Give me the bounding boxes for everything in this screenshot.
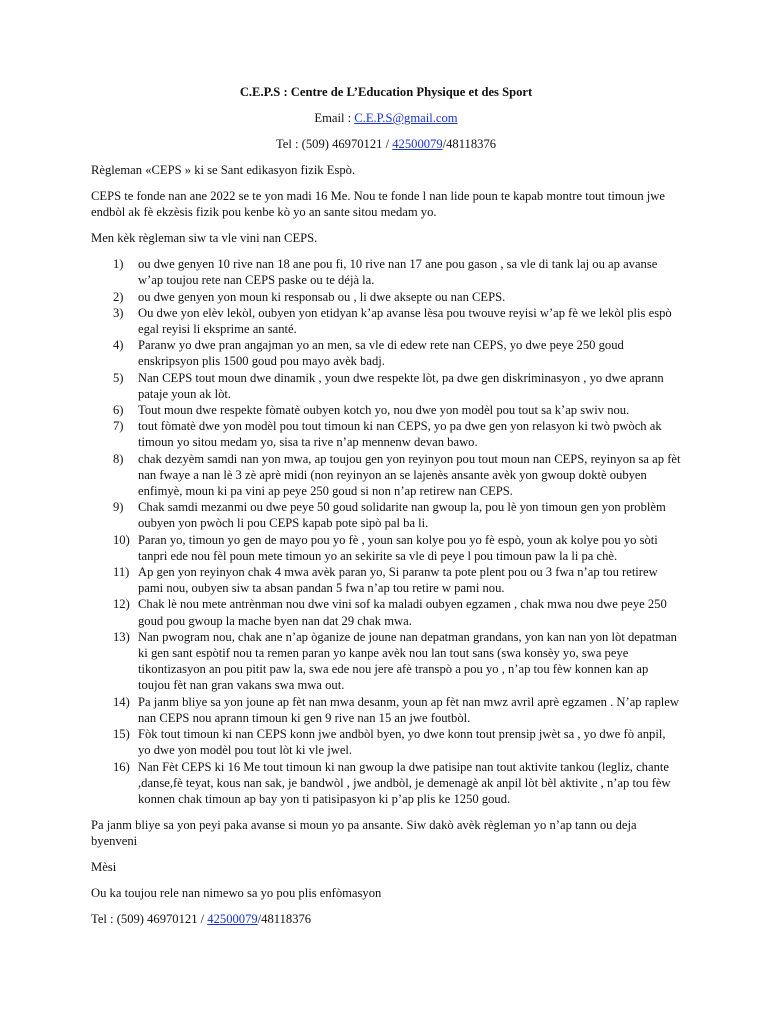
thanks-line: Mèsi	[91, 860, 117, 875]
rule-text: chak dezyèm samdi nan yon mwa, ap toujou gen yon reyinyon pou tout moun nan CEPS, reyinyon sa ap fèt nan fwaye a nan lè 3 zè aprè midi (non reyinyon an se lajenès ansante avèk yon gwoup doktè oubyen enfimyè, moun ki pa vini ap peye 250 goud si non n’ap retirew nan CEPS.	[138, 451, 681, 499]
rule-item	[91, 337, 681, 369]
footer-phone-line	[91, 911, 681, 927]
rule-item	[91, 451, 681, 500]
rule-number: 7)	[113, 419, 124, 434]
rule-text: Nan CEPS tout moun dwe dinamik , youn dwe respekte lòt, pa dwe gen diskriminasyon , yo dwe aprann pataje youn ak lòt.	[138, 370, 664, 401]
email-label: Email :	[314, 111, 355, 125]
rule-text: Nan Fèt CEPS ki 16 Me tout timoun ki nan gwoup la dwe patisipe nan tout aktivite tankou (legliz, chante ,danse,fè teyat, kous nan sak, je bandwòl , jwe andbòl, je demenagè ak anpil lòt bèl aktivite , n’ap tou fèw konnen chak timoun ap bay yon ti patisipasyon ki p’ap plis ke 1250 goud.	[138, 759, 671, 806]
rule-number: 8)	[113, 451, 124, 466]
rule-number: 2)	[113, 289, 124, 304]
rule-item	[91, 499, 681, 531]
regleman-line: Règleman «CEPS » ki se Sant edikasyon fizik Espò.	[91, 163, 356, 177]
rule-number: 10)	[113, 532, 130, 547]
rule-number: 1)	[113, 257, 124, 272]
rule-number: 5)	[113, 370, 124, 385]
phone-suffix: /48118376	[442, 137, 497, 151]
rule-item	[91, 759, 681, 808]
rule-item	[91, 289, 681, 305]
rule-item	[91, 532, 681, 564]
rule-item	[91, 418, 681, 450]
rule-item	[91, 726, 681, 758]
rule-text: Chak samdi mezanmi ou dwe peye 50 goud solidarite nan gwoup la, pou lè yon timoun gen yon problèm oubyen yon pwòch li pou CEPS kapab pote sipò pal ba li.	[138, 500, 666, 531]
rule-text: Tout moun dwe respekte fòmatè oubyen kotch yo, nou dwe yon modèl pou tout sa k’ap swiv nou.	[138, 403, 630, 418]
rule-text: Nan pwogram nou, chak ane n’ap òganize de joune nan depatman grandans, yon kan nan yon lòt depatman ki gen sant espòtif nou ta remen paran yo kanpe avèk nou lan tout sans (swa konsèy yo, swa peye tikontizasyon an pou pitit paw la, swa ede nou jere afè transpò a pou yo , n’ap tou fèw konnen kan ap toujou fèt nan gran vakans swa mwa out.	[138, 629, 677, 693]
email-link[interactable]: C.E.P.S@gmail.com	[354, 111, 458, 125]
rule-text: ou dwe genyen yon moun ki responsab ou , li dwe aksepte ou nan CEPS.	[138, 289, 506, 304]
rule-text: Fòk tout timoun ki nan CEPS konn jwe andbòl byen, yo dwe konn tout prensip jwèt sa , yo dwe fò anpil, yo dwe yon modèl pou tout lòt ki vle jwel.	[138, 727, 666, 758]
rule-number: 16)	[113, 759, 130, 774]
founding-paragraph: CEPS te fonde nan ane 2022 se te yon madi 16 Me. Nou te fonde l nan lide poun te kapab montre tout timoun jwe endbòl ak fè ekzèsis fizik pou kenbe kò yo an sante sitou medam yo.	[91, 189, 665, 220]
rule-item	[91, 629, 681, 694]
rule-text: Chak lè nou mete antrènman nou dwe vini sof ka maladi oubyen egzamen , chak mwa nou dwe peye 250 goud pou gwoup la mache byen nan dat 29 chak mwa.	[138, 597, 667, 628]
closing-paragraph: Pa janm bliye sa yon peyi paka avanse si moun yo pa ansante. Siw dakò avèk règleman yo n’ap tann ou deja byenveni	[91, 817, 637, 849]
rules-lead: Men kèk règleman siw ta vle vini nan CEPS.	[91, 231, 318, 246]
footer-phone-prefix: Tel : (509) 46970121 /	[91, 912, 208, 927]
rule-item	[91, 305, 681, 337]
document-title: C.E.P.S : Centre de L’Education Physique et des Sport	[239, 85, 533, 99]
rule-number: 9)	[113, 500, 124, 515]
rule-number: 11)	[113, 565, 130, 580]
footer-phone-link[interactable]: 42500079	[207, 912, 258, 927]
footer-phone-suffix: /48118376	[257, 912, 312, 927]
rule-item	[91, 694, 681, 726]
rule-text: tout fòmatè dwe yon modèl pou tout timoun ki nan CEPS, yo pa dwe gen yon relasyon ki twò pwòch ak timoun yo sitou medam yo, sisa ta rive n’ap mennenw devan bawo.	[138, 419, 662, 450]
phone-link[interactable]: 42500079	[392, 137, 443, 151]
rule-text: Paranw yo dwe pran angajman yo an men, sa vle di edew rete nan CEPS, yo dwe peye 250 goud enskripsyon plis 1500 goud pou mayo avèk badj.	[138, 338, 624, 369]
rule-item	[91, 370, 681, 402]
rule-text: Pa janm bliye sa yon joune ap fèt nan mwa desanm, youn ap fèt nan mwz avril aprè egzamen . N’ap raplew nan CEPS nou aprann timoun ki gen 9 rive nan 15 an jwe foutbòl.	[138, 694, 679, 725]
rule-item	[91, 564, 681, 596]
rule-number: 15)	[113, 727, 130, 742]
rule-item	[91, 596, 681, 628]
phone-line	[91, 136, 681, 152]
rule-number: 12)	[113, 597, 130, 612]
rule-text: Ou dwe yon elèv lekòl, oubyen yon etidyan k’ap avanse lèsa pou twouve reyisi w’ap fè we lekòl plis espò egal reyisi li eksprime an santé.	[138, 305, 672, 337]
rule-text: Paran yo, timoun yo gen de mayo pou yo fè , youn san kolye pou yo fè espò, youn ak kolye pou yo sòti tanpri ede nou fèl poun mete timoun yo an sekirite sa vle di peye l pou timoun paw la li pa chè.	[138, 532, 658, 563]
rule-item	[91, 402, 681, 418]
rule-number: 14)	[113, 694, 130, 709]
contact-line: Ou ka toujou rele nan nimewo sa yo pou plis enfòmasyon	[91, 886, 382, 901]
rule-number: 3)	[113, 305, 124, 320]
rule-text: ou dwe genyen 10 rive nan 18 ane pou fi, 10 rive nan 17 ane pou gason , sa vle di tank laj ou ap avanse w’ap toujou rete nan CEPS paske ou te déjà la.	[138, 257, 658, 288]
rule-number: 4)	[113, 338, 124, 353]
rules-list	[91, 256, 681, 807]
phone-prefix: Tel : (509) 46970121 /	[275, 137, 393, 151]
email-line	[91, 110, 681, 126]
rule-item	[91, 256, 681, 288]
rule-number: 13)	[113, 629, 130, 644]
rule-number: 6)	[113, 403, 124, 418]
document-body	[91, 84, 681, 937]
rule-text: Ap gen yon reyinyon chak 4 mwa avèk paran yo, Si paranw ta pote plent pou ou 3 fwa n’ap tou retirew pami nou, oubyen siw ta absan pandan 5 fwa n’ap tou retire w pami nou.	[138, 565, 658, 596]
